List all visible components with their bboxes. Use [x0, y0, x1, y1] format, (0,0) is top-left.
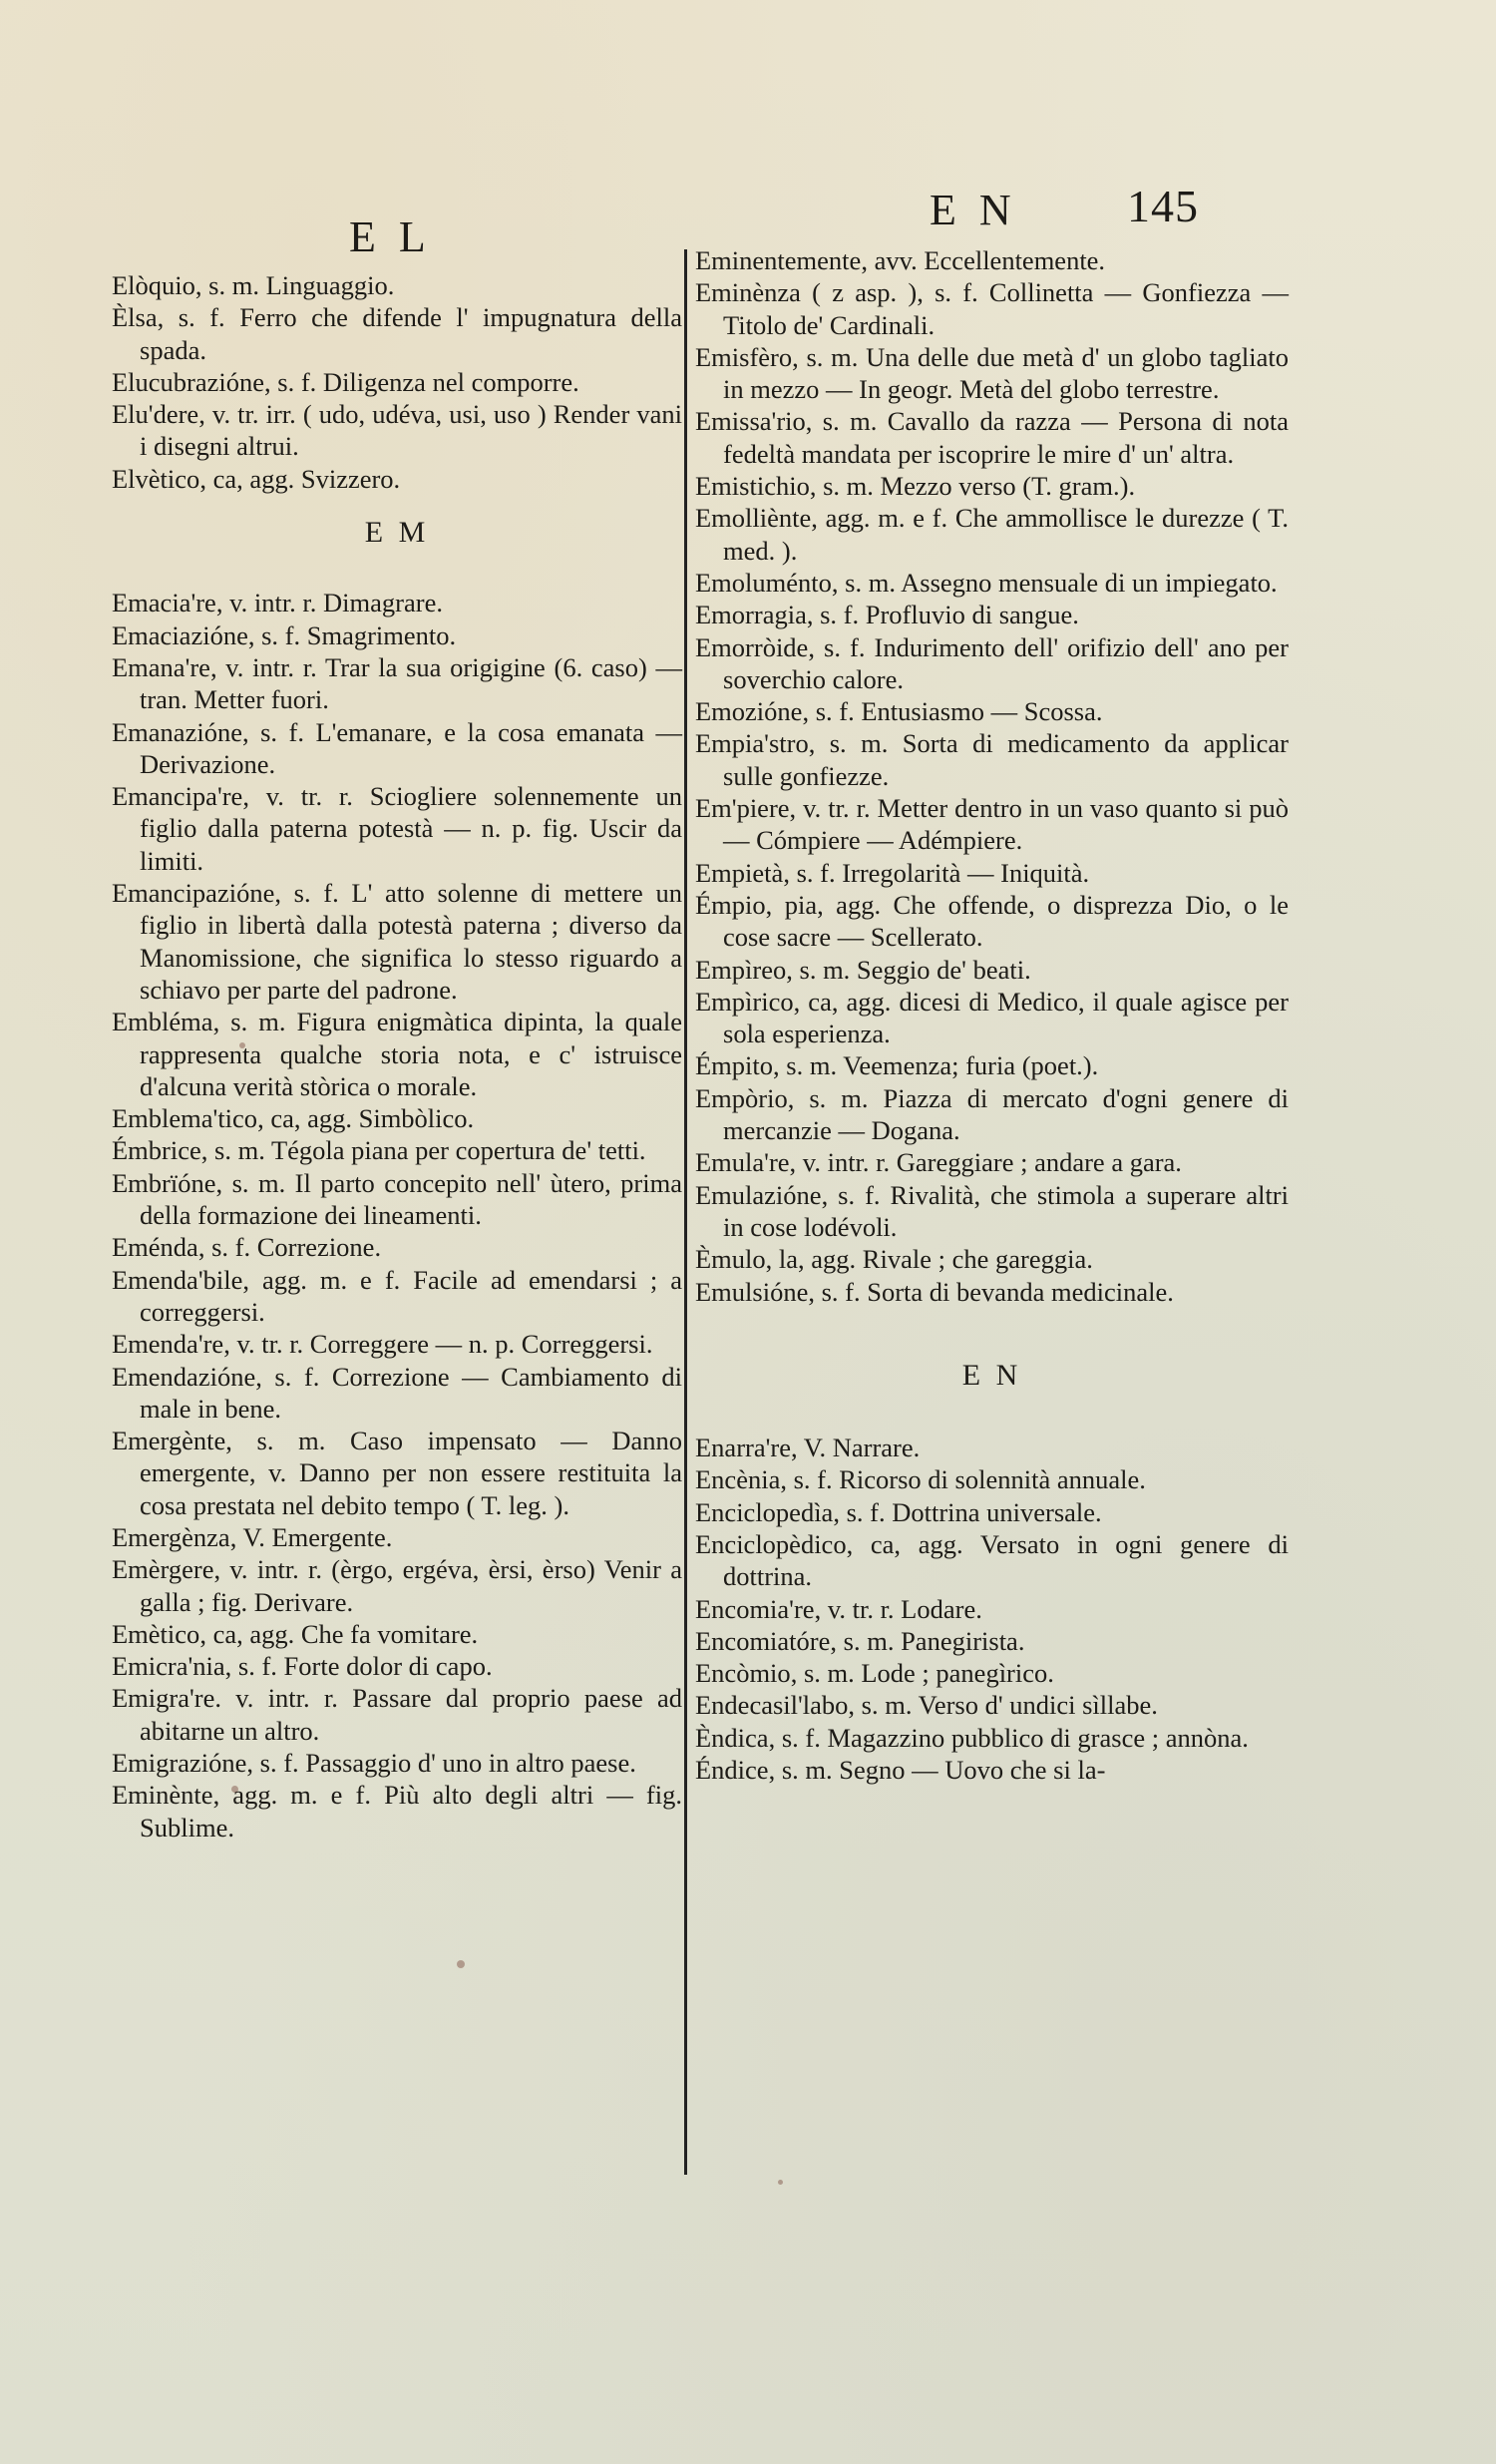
- dictionary-entry: [695, 1276, 1289, 1308]
- dictionary-entry: [695, 1179, 1289, 1244]
- dictionary-entry: [695, 1146, 1289, 1178]
- headword: Emulazióne: [695, 1179, 822, 1210]
- definition: , s. m. Mezzo verso (T. gram.).: [809, 471, 1136, 502]
- dictionary-entry: [695, 1754, 1289, 1786]
- dictionary-entry: [112, 1167, 682, 1232]
- definition: , s. m. Sorta di medicamento da applicar sulle gonfiezze.: [723, 728, 1289, 791]
- dictionary-entry: [695, 727, 1289, 792]
- dictionary-entry: [695, 792, 1289, 857]
- definition: , s. m. Verso d' undici sìllabe.: [848, 1690, 1158, 1721]
- definition: , s. f. Profluvio di sangue.: [806, 600, 1079, 630]
- headword: Enarra're: [695, 1433, 791, 1463]
- dictionary-entry: [112, 269, 682, 301]
- headword: Emacia're: [112, 588, 216, 618]
- section-heading-em: E M: [364, 516, 430, 550]
- dictionary-entry: [112, 1650, 682, 1682]
- definition: , s. f. Sorta di bevanda medicinale.: [808, 1276, 1174, 1307]
- definition: , s. m. Seggio de' beati.: [786, 954, 1031, 985]
- definition: , V. Emergente.: [229, 1521, 393, 1552]
- headword: Endecasil'labo: [695, 1690, 849, 1721]
- headword: Émpio: [695, 889, 766, 920]
- dictionary-entry: [695, 954, 1289, 986]
- definition: , v. intr. r. (èrgo, ergéva, èrsi, èrso) Venir a galla ; fig. Derivare.: [140, 1554, 682, 1617]
- dictionary-entry: [112, 1779, 682, 1844]
- definition: , V. Narrare.: [790, 1433, 921, 1463]
- section-heading-en: E N: [961, 1358, 1022, 1392]
- definition: , s. m. Assegno mensuale di un impiegato.: [831, 567, 1278, 598]
- definition: , pia, agg. Che offende, o disprezza Dio, o le cose sacre — Scellerato.: [723, 889, 1289, 953]
- section-em: [112, 587, 682, 1844]
- definition: , agg. m. e f. Che ammollisce le durezze ( T. med. ).: [723, 503, 1289, 566]
- headword: Éndice: [695, 1755, 769, 1786]
- running-head-right: E N: [930, 186, 1017, 234]
- dictionary-entry: [695, 1049, 1289, 1081]
- definition: , avv. Eccellentemente.: [861, 245, 1106, 275]
- definition: , s. m. Cavallo da razza — Persona di nota fedeltà mandata per iscoprire le mire d' un' altra.: [723, 406, 1289, 469]
- definition: , v. tr. r. Lodare.: [814, 1593, 982, 1624]
- dictionary-entry: [695, 276, 1289, 341]
- definition: , s. f. Correzione.: [197, 1232, 382, 1263]
- definition: , v. tr. r. Correggere — n. p. Correggersi.: [223, 1329, 653, 1360]
- dictionary-entry: [695, 857, 1289, 889]
- headword: Eménda: [112, 1232, 198, 1263]
- dictionary-entry: [112, 780, 682, 877]
- definition: , s. f. Magazzino pubblico di grasce ; annòna.: [768, 1722, 1249, 1753]
- headword: Emoluménto: [695, 567, 832, 598]
- headword: Emistichio: [695, 471, 810, 502]
- left-column: [112, 269, 682, 1844]
- headword: Emisfèro: [695, 341, 793, 372]
- headword: Encènia: [695, 1464, 781, 1495]
- headword: Emolliènte: [695, 503, 812, 534]
- definition: , s. f. Ricorso di solennità annuale.: [780, 1464, 1146, 1495]
- dictionary-entry: [695, 1082, 1289, 1147]
- foxing-spot: [457, 1960, 465, 1968]
- headword: Emenda're: [112, 1329, 224, 1360]
- headword: Empìreo: [695, 954, 787, 985]
- definition: , s. f. Ferro che difende l' impugnatura della spada.: [140, 302, 682, 365]
- definition: ( z asp. ), s. f. Collinetta — Gonfiezza — Titolo de' Cardinali.: [723, 277, 1289, 340]
- dictionary-entry: [112, 1006, 682, 1102]
- definition: , v. intr. r. Gareggiare ; andare a gara.: [789, 1147, 1182, 1178]
- headword: Emulsióne: [695, 1276, 809, 1307]
- headword: Emaciazióne: [112, 619, 248, 650]
- headword: Encomiatóre: [695, 1625, 831, 1656]
- definition: , ca, agg. Versato in ogni genere di dottrina.: [723, 1528, 1289, 1592]
- right-column: [695, 244, 1289, 1786]
- dictionary-entry: [695, 1593, 1289, 1625]
- definition: , s. m. Veemenza; furia (poet.).: [773, 1050, 1099, 1081]
- dictionary-entry: [112, 398, 682, 463]
- headword: Emendazióne: [112, 1361, 256, 1392]
- definition: , s. f. Diligenza nel comporre.: [264, 366, 579, 397]
- headword: Elòquio: [112, 270, 195, 300]
- definition: , v. intr. r. Trar la sua origigine (6. caso) — tran. Metter fuori.: [140, 651, 682, 715]
- headword: Encòmio: [695, 1658, 791, 1689]
- running-head-left: E L: [349, 212, 432, 261]
- headword: Emètico: [112, 1618, 200, 1649]
- dictionary-entry: [112, 1747, 682, 1779]
- definition: , s. f. Dottrina universale.: [833, 1496, 1102, 1527]
- headword: Eminènza: [695, 277, 801, 308]
- headword: Emorròide: [695, 631, 809, 662]
- dictionary-entry: [695, 470, 1289, 502]
- definition: , s. m. Caso impensato — Danno emergente, v. Danno per non essere restituita la cosa prestata nel debito tempo ( T. leg. ).: [140, 1426, 682, 1520]
- dictionary-entry: [695, 244, 1289, 276]
- dictionary-entry: [112, 1134, 682, 1166]
- definition: , ca, agg. Che fa vomitare.: [199, 1618, 479, 1649]
- dictionary-entry: [112, 1521, 682, 1553]
- dictionary-entry: [695, 1689, 1289, 1721]
- dictionary-entry: [695, 599, 1289, 630]
- headword: Encomia're: [695, 1593, 815, 1624]
- definition: , s. m. Figura enigmàtica dipinta, la quale rappresenta qualche storia nota, e c' istruisce d'alcuna verità stòrica o morale.: [140, 1007, 682, 1101]
- foxing-spot: [778, 2180, 783, 2185]
- dictionary-entry: [112, 463, 682, 495]
- definition: , la, agg. Rivale ; che gareggia.: [765, 1244, 1093, 1275]
- headword: Émpito: [695, 1050, 774, 1081]
- dictionary-entry: [695, 631, 1289, 696]
- dictionary-entry: [112, 1361, 682, 1426]
- definition: , s. f. Irregolarità — Iniquità.: [783, 857, 1090, 888]
- dictionary-entry: [112, 716, 682, 781]
- page-number: 145: [1127, 181, 1199, 231]
- headword: Empòrio: [695, 1082, 788, 1113]
- headword: Emergènza: [112, 1521, 230, 1552]
- headword: Elucubrazióne: [112, 366, 265, 397]
- dictionary-entry: [112, 301, 682, 366]
- definition: , s. m. Piazza di mercato d'ogni genere di mercanzie — Dogana.: [723, 1082, 1289, 1146]
- headword: Eminentemente: [695, 245, 862, 275]
- headword: Emigrazióne: [112, 1748, 247, 1779]
- dictionary-entry: [695, 1496, 1289, 1528]
- dictionary-entry: [695, 1528, 1289, 1593]
- dictionary-entry: [695, 695, 1289, 727]
- dictionary-entry: [695, 889, 1289, 954]
- dictionary-entry: [695, 1463, 1289, 1495]
- headword: Emula're: [695, 1147, 790, 1178]
- definition: , agg. m. e f. Facile ad emendarsi ; a correggersi.: [140, 1264, 682, 1327]
- definition: , s. m. Linguaggio.: [194, 270, 395, 300]
- headword: Enciclopèdico: [695, 1528, 847, 1559]
- dictionary-entry: [112, 1425, 682, 1521]
- dictionary-entry: [112, 366, 682, 398]
- section-en: [695, 1432, 1289, 1786]
- dictionary-entry: [695, 1243, 1289, 1275]
- headword: Emancipa're: [112, 781, 243, 812]
- dictionary-entry: [695, 1432, 1289, 1463]
- definition: , ca, agg. Simbòlico.: [257, 1103, 475, 1134]
- definition: , s. f. Smagrimento.: [247, 619, 457, 650]
- definition: , s. f. Rivalità, che stimola a superare altri in cose lodévoli.: [723, 1179, 1289, 1242]
- headword: Èndica: [695, 1722, 769, 1753]
- definition: , s. f. Entusiasmo — Scossa.: [802, 696, 1103, 727]
- dictionary-entry: [695, 1722, 1289, 1754]
- dictionary-entry: [695, 1657, 1289, 1689]
- headword: Emancipazióne: [112, 878, 275, 909]
- dictionary-entry: [112, 1102, 682, 1134]
- headword: Èmulo: [695, 1244, 766, 1275]
- dictionary-entry: [695, 405, 1289, 470]
- section-em-continued: [695, 244, 1289, 1308]
- dictionary-entry: [112, 1231, 682, 1263]
- headword: Emèrgere: [112, 1554, 214, 1585]
- definition: , s. m. Panegirista.: [830, 1625, 1025, 1656]
- definition: , s. f. L' atto solenne di mettere un figlio in libertà dalla potestà paterna ; diverso da Manomissione, che significa lo stesso riguardo a schiavo per parte del padrone.: [140, 878, 682, 1005]
- headword: Emorragia: [695, 600, 807, 630]
- dictionary-entry: [112, 651, 682, 716]
- definition: , s. f. Correzione — Cambiamento di male in bene.: [140, 1361, 682, 1424]
- definition: , s. m. Segno — Uovo che si la-: [768, 1755, 1106, 1786]
- headword: Empietà: [695, 857, 784, 888]
- section-el: [112, 269, 682, 495]
- dictionary-entry: [695, 986, 1289, 1050]
- definition: , v. intr. r. Dimagrare.: [215, 588, 443, 618]
- foxing-spot: [239, 1042, 245, 1048]
- headword: Émbrice: [112, 1135, 201, 1166]
- definition: , v. tr. irr. ( udo, udéva, usi, uso ) Render vani i disegni altrui.: [140, 399, 682, 462]
- definition: , s. f. Indurimento dell' orifizio dell' ano per soverchio calore.: [723, 631, 1289, 694]
- definition: , ca, agg. dicesi di Medico, il quale agisce per sola esperienza.: [723, 986, 1289, 1049]
- headword: Emenda'bile: [112, 1264, 243, 1295]
- headword: Embrïóne: [112, 1167, 216, 1198]
- definition: , s. f. Passaggio d' uno in altro paese.: [246, 1748, 636, 1779]
- headword: Emissa'rio: [695, 406, 806, 437]
- dictionary-entry: [695, 502, 1289, 567]
- dictionary-entry: [112, 1264, 682, 1329]
- definition: . v. intr. r. Passare dal proprio paese ad abitarne un altro.: [140, 1683, 682, 1746]
- definition: , v. tr. r. Sciogliere solennemente un figlio dalla paterna potestà — n. p. fig. Uscir da limiti.: [140, 781, 682, 876]
- dictionary-entry: [112, 619, 682, 651]
- headword: Em'piere: [695, 793, 790, 824]
- dictionary-entry: [112, 1618, 682, 1650]
- foxing-spot: [231, 1786, 238, 1793]
- headword: Emozióne: [695, 696, 803, 727]
- dictionary-entry: [112, 877, 682, 1006]
- headword: Enciclopedìa: [695, 1496, 834, 1527]
- definition: , agg. m. e f. Più alto degli altri — fig. Sublime.: [140, 1780, 682, 1843]
- column-divider: [684, 249, 687, 2175]
- dictionary-entry: [695, 1625, 1289, 1657]
- headword: Eminènte: [112, 1780, 213, 1811]
- headword: Èlsa: [112, 302, 158, 333]
- definition: , ca, agg. Svizzero.: [199, 463, 401, 494]
- definition: , s. m. Una delle due metà d' un globo tagliato in mezzo — In geogr. Metà del globo terrestre.: [723, 341, 1289, 405]
- definition: , s. f. Forte dolor di capo.: [224, 1651, 493, 1682]
- headword: Emanazióne: [112, 716, 242, 747]
- definition: , v. tr. r. Metter dentro in un vaso quanto si può — Cómpiere — Adémpiere.: [723, 793, 1289, 856]
- headword: Embléma: [112, 1007, 213, 1037]
- headword: Elu'dere: [112, 399, 199, 430]
- headword: Emblema'tico: [112, 1103, 258, 1134]
- dictionary-entry: [695, 567, 1289, 599]
- dictionary-entry: [112, 1682, 682, 1747]
- definition: , s. f. L'emanare, e la cosa emanata — Derivazione.: [140, 716, 682, 779]
- headword: Empia'stro: [695, 728, 809, 759]
- headword: Emergènte: [112, 1426, 226, 1456]
- definition: , s. m. Lode ; panegìrico.: [790, 1658, 1054, 1689]
- dictionary-entry: [112, 1328, 682, 1360]
- headword: Empìrico: [695, 986, 794, 1017]
- dictionary-entry: [112, 587, 682, 618]
- headword: Emigra're: [112, 1683, 215, 1714]
- headword: Elvètico: [112, 463, 200, 494]
- headword: Emicra'nia: [112, 1651, 225, 1682]
- definition: , s. m. Il parto concepito nell' ùtero, prima della formazione dei lineamenti.: [140, 1167, 682, 1231]
- definition: , s. m. Tégola piana per copertura de' tetti.: [200, 1135, 646, 1166]
- headword: Emana're: [112, 651, 210, 682]
- dictionary-entry: [112, 1553, 682, 1618]
- dictionary-entry: [695, 341, 1289, 406]
